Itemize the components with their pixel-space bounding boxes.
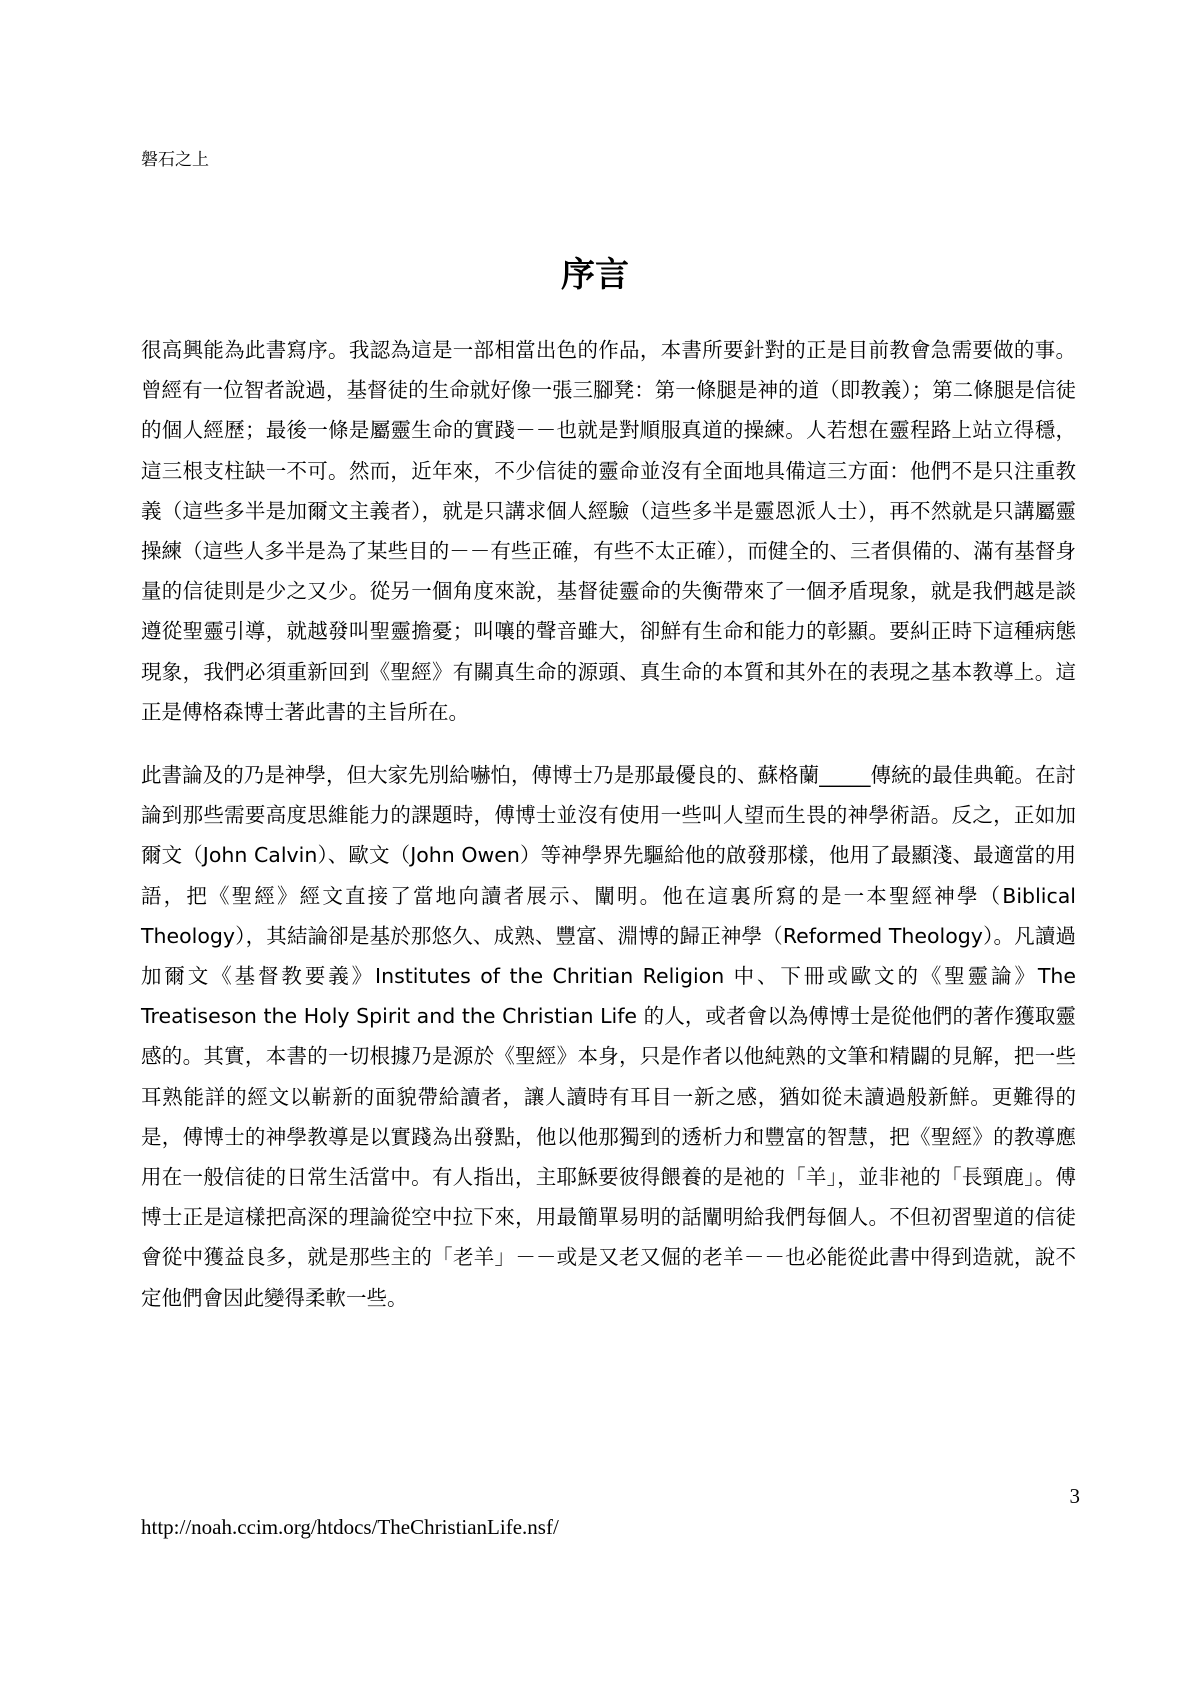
paragraph-2: 此書論及的乃是神學，但大家先別給嚇怕，傅博士乃是那最優良的、蘇格蘭_____傳統的最佳典範。在討論到那些需要高度思維能力的課題時，傅博士並沒有使用一些叫人望而生畏的神學術語。反之，正如加爾文（John Calvin）、歐文（John Owen）等神學界先驅給他的啟發那樣，他用了最顯淺、最適當的用語，把《聖經》經文直接了當地向讀者展示、闡明。他在這裏所寫的是一本聖經神學（Biblical Theology），其結論卻是基於那悠久、成熟、豐富、淵博的歸正神學（Reformed Theology）。凡讀過加爾文《基督教要義》Institutes of the Chritian Religion 中、下冊或歐文的《聖靈論》The Treatiseson the Holy Spirit and the Christian Life 的人，或者會以為傅博士是從他們的著作獲取靈感的。其實，本書的一切根據乃是源於《聖經》本身，只是作者以他純熟的文筆和精闢的見解，把一些耳熟能詳的經文以嶄新的面貌帶給讀者，讓人讀時有耳目一新之感，猶如從未讀過般新鮮。更難得的是，傅博士的神學教導是以實踐為出發點，他以他那獨到的透析力和豐富的智慧，把《聖經》的教導應用在一般信徒的日常生活當中。有人指出，主耶穌要彼得餵養的是祂的「羊」，並非祂的「長頸鹿」。傅博士正是這樣把高深的理論從空中拉下來，用最簡單易明的話闡明給我們每個人。不但初習聖道的信徒會從中獲益良多，就是那些主的「老羊」－－或是又老又倔的老羊－－也必能從此書中得到造就，說不定他們會因此變得柔軟一些。 <box>141 763 1076 1310</box>
page-number: 3 <box>1069 1484 1080 1508</box>
page-title: 序言 <box>561 255 629 295</box>
footer-url: http://noah.ccim.org/htdocs/TheChristianLife.nsf/ <box>141 1515 559 1539</box>
paragraph-1: 很高興能為此書寫序。我認為這是一部相當出色的作品，本書所要針對的正是目前教會急需要做的事。曾經有一位智者說過，基督徒的生命就好像一張三腳凳：第一條腿是神的道（即教義）；第二條腿是信徒的個人經歷；最後一條是屬靈生命的實踐－－也就是對順服真道的操練。人若想在靈程路上站立得穩，這三根支柱缺一不可。然而，近年來，不少信徒的靈命並沒有全面地具備這三方面：他們不是只注重教義（這些多半是加爾文主義者），就是只講求個人經驗（這些多半是靈恩派人士），再不然就是只講屬靈操練（這些人多半是為了某些目的－－有些正確，有些不太正確），而健全的、三者俱備的、滿有基督身量的信徒則是少之又少。從另一個角度來說，基督徒靈命的失衡帶來了一個矛盾現象，就是我們越是談遵從聖靈引導，就越發叫聖靈擔憂；叫嚷的聲音雖大，卻鮮有生命和能力的彰顯。要糾正時下這種病態現象，我們必須重新回到《聖經》有關真生命的源頭、真生命的本質和其外在的表現之基本教導上。這正是傅格森博士著此書的主旨所在。 <box>141 338 1076 724</box>
running-header: 磐石之上 <box>141 150 209 170</box>
document-body <box>141 330 1076 1318</box>
